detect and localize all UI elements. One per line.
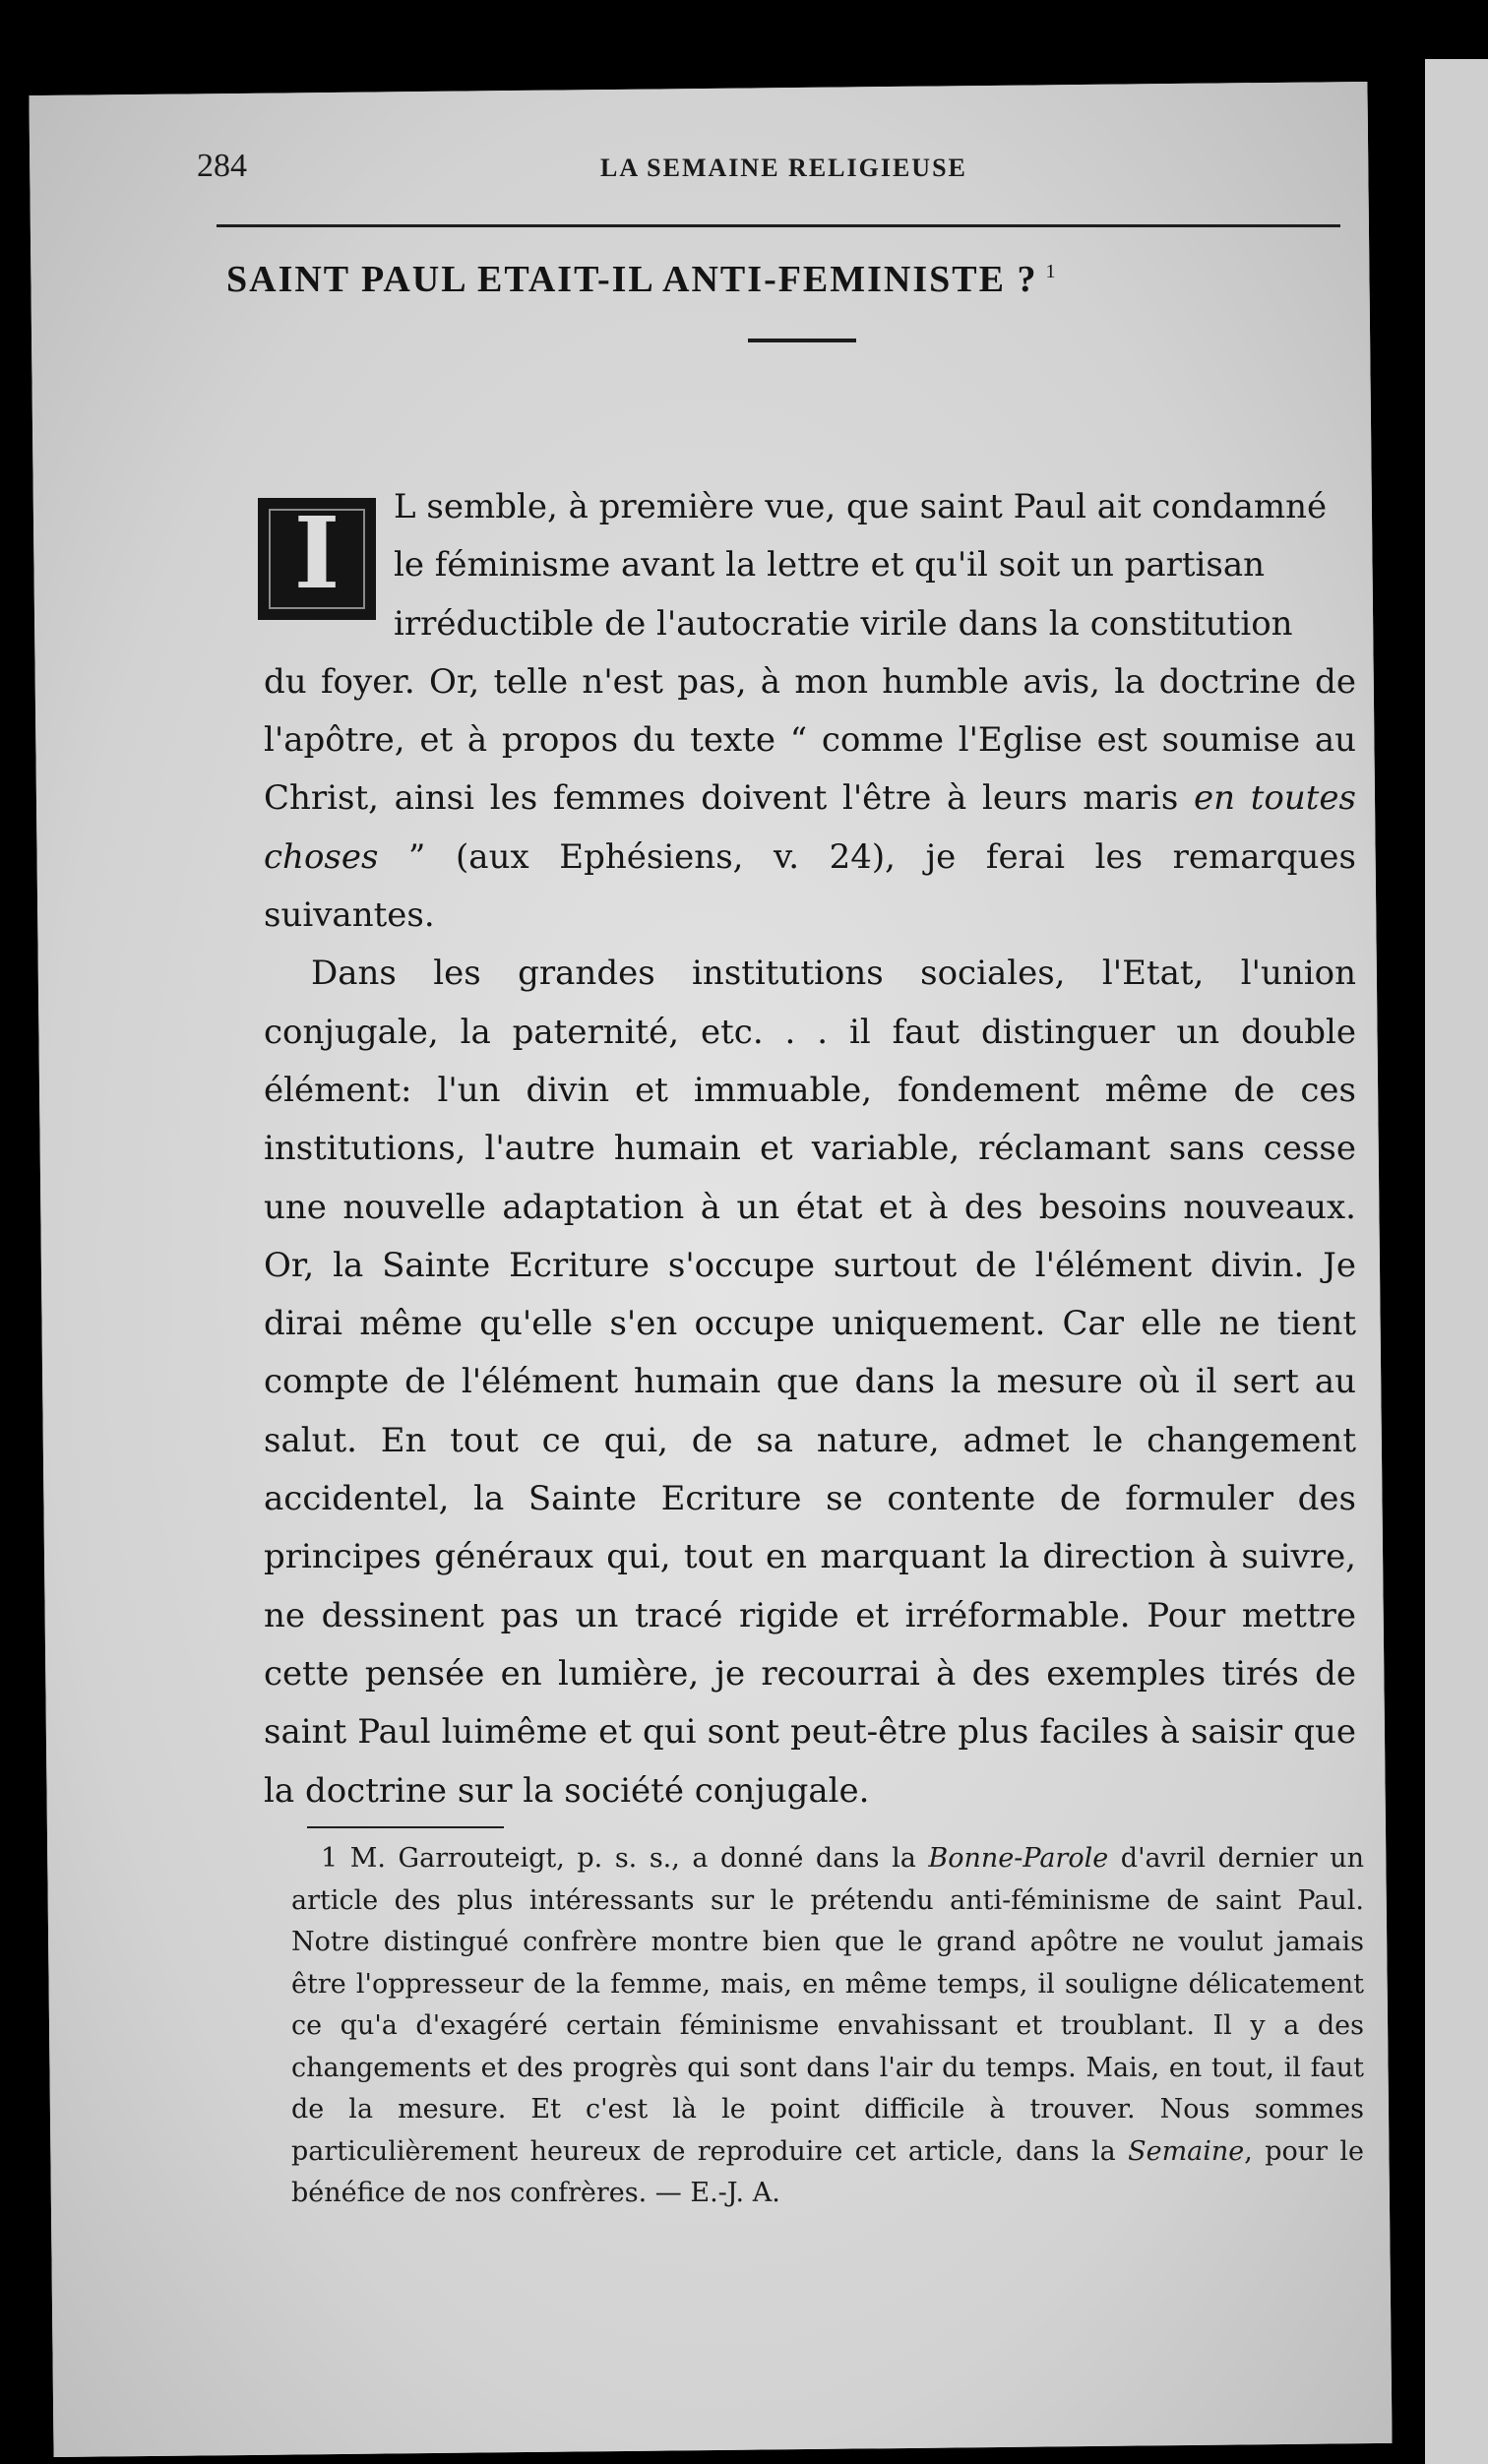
footnote-1 <box>291 1838 1364 2215</box>
footnote-text-a: 1 M. Garrouteigt, p. s. s., a donné dans la <box>321 1843 929 1874</box>
header-rule <box>217 224 1340 227</box>
dropcap-letter: I <box>293 495 341 611</box>
footnote-rule <box>307 1826 504 1828</box>
p1-line-3: irréductible de l'autocratie virile dans la constitution <box>394 603 1293 644</box>
footnote <box>291 1838 1364 2215</box>
footnote-text-c: , pour le bénéfice de nos confrères. — E.-J. A. <box>291 2135 1365 2208</box>
paragraph-1 <box>264 478 1356 945</box>
running-head: LA SEMAINE RELIGIEUSE <box>600 154 967 182</box>
page-number: 284 <box>197 148 247 184</box>
article-title <box>226 258 1329 301</box>
paragraph-2: Dans les grandes institutions sociales, l'Etat, l'union conjugale, la paternité, etc. . . il faut distinguer un double élément: l'un divin et immuable, fondement même de ces institutions, l'autre humain et variable, réclamant sans cesse une nouvelle adaptation à un état et à des besoins nouveaux. Or, la Sainte Ecriture s'occupe surtout de l'élément divin. Je dirai même qu'elle s'en occupe uniquement. Car elle ne tient compte de l'élément humain que dans la mesure où il sert au salut. En tout ce qui, de sa nature, admet le changement accidentel, la Sainte Ecriture se contente de formuler des principes généraux qui, tout en marquant la direction à suivre, ne dessinent pas un tracé rigide et irréformable. Pour mettre cette pensée en lumière, je recourrai à des exemples tirés de saint Paul luimême et qui sont peut-être plus faciles à saisir que la doctrine sur la société conjugale. <box>264 954 1356 1811</box>
title-rule <box>748 339 856 342</box>
adjacent-page-edge <box>1425 59 1488 2464</box>
p1-text-a: du foyer. Or, telle n'est pas, à mon humble avis, la doctrine de l'apôtre, et à propos du texte “ comme l'Eglise est soumise au Christ, ainsi les femmes doivent l'être à leurs maris <box>264 661 1356 819</box>
page-header <box>197 148 1338 207</box>
article-body <box>264 478 1356 1820</box>
p1-italic: en toutes choses <box>264 778 1356 877</box>
article-title-text: SAINT PAUL ETAIT-IL ANTI-FEMINISTE ? <box>226 259 1038 300</box>
footnote-semaine: Semaine <box>1128 2135 1245 2167</box>
p1-line-2: le féminisme avant la lettre et qu'il soit un partisan <box>394 545 1266 585</box>
title-footnote-mark: 1 <box>1045 261 1058 283</box>
footnote-text-b: d'avril dernier un article des plus intéressants sur le prétendu anti-féminisme de saint Paul. Notre distingué confrère montre bien que le grand apôtre ne voulut jamais être l'oppresseur de la femme, mais, en même temps, il souligne délicatement ce qu'a d'exagéré certain féminisme envahissant et troublant. Il y a des changements et des progrès qui sont dans l'air du temps. Mais, en tout, il faut de la mesure. Et c'est là le point difficile à trouver. Nous sommes particulièrement heureux de reproduire cet article, dans la <box>291 1843 1364 2167</box>
p1-line-1: L semble, à première vue, que saint Paul ait condamné <box>394 487 1328 526</box>
footnote-source: Bonne-Parole <box>928 1843 1109 1874</box>
p1-text-b: ” (aux Ephésiens, v. 24), je ferai les remarques suivantes. <box>264 836 1356 936</box>
